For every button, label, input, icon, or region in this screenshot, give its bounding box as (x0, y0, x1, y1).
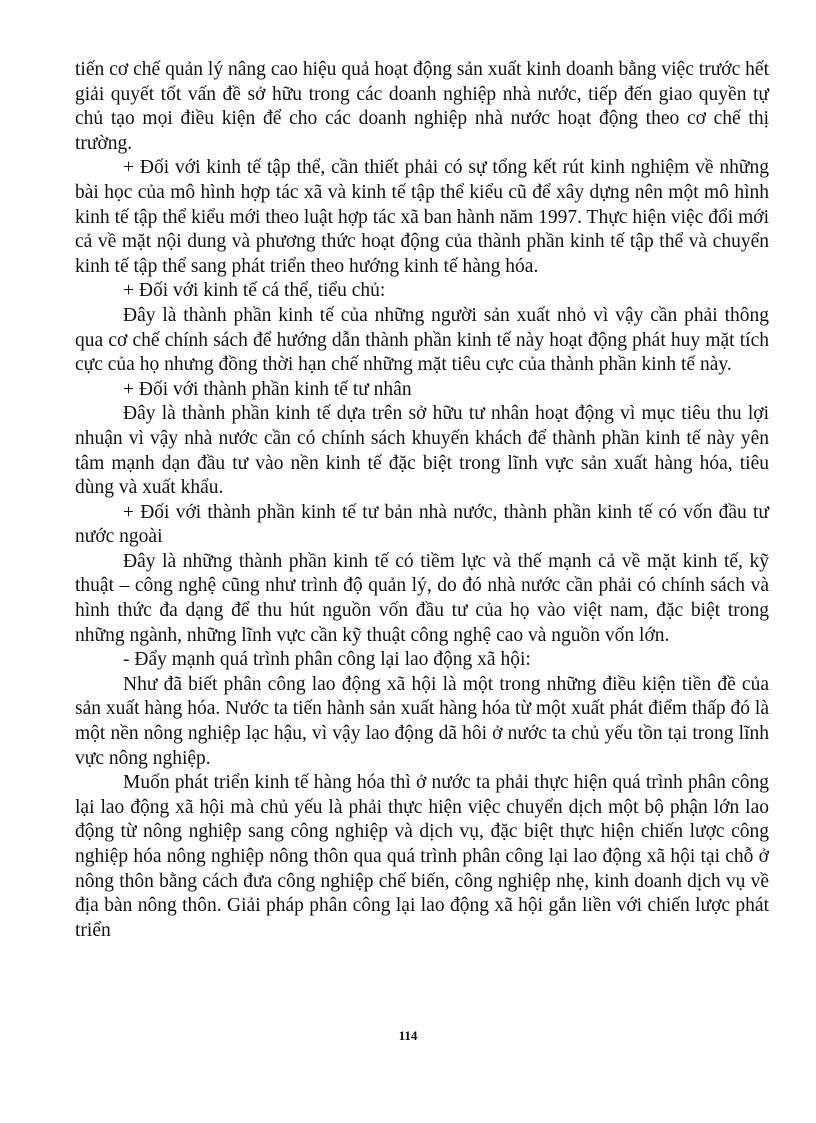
paragraph-9: - Đẩy mạnh quá trình phân công lại lao động xã hội: (123, 649, 531, 671)
paragraph-8: Đây là những thành phần kinh tế có tiềm lực và thế mạnh cả về mặt kinh tế, kỹ thuật – công nghệ cũng như trình độ quản lý, do đó nhà nước cần phải có chính sách và hình thức đa dạng để thu hút nguồn vốn đầu tư của họ vào việt nam, đặc biệt trong những ngành, những lĩnh vực cần kỹ thuật công nghệ cao và nguồn vốn lớn. (75, 550, 769, 646)
paragraph-10: Như đã biết phân công lao động xã hội là một trong những điều kiện tiền đề của sản xuất hàng hóa. Nước ta tiến hành sản xuất hàng hóa từ một xuất phát điểm thấp đó là một nền nông nghiệp lạc hậu, vì vậy lao động dã hôi ở nước ta chủ yếu tồn tại trong lĩnh vực nông nghiệp. (75, 673, 769, 769)
paragraph-1: tiến cơ chế quản lý nâng cao hiệu quả hoạt động sản xuất kinh doanh bằng việc trước hết giải quyết tốt vấn đề sở hữu trong các doanh nghiệp nhà nước, tiếp đến giao quyền tự chủ tạo mọi điều kiện để cho các doanh nghiệp nhà nước hoạt động theo cơ chế thị trường. (75, 59, 769, 154)
paragraph-7: + Đối với thành phần kinh tế tư bản nhà nước, thành phần kinh tế có vốn đầu tư nước ngoài (75, 501, 769, 548)
document-body (75, 58, 769, 943)
page-number: 114 (398, 1028, 418, 1043)
paragraph-6: Đây là thành phần kinh tế dựa trên sở hữu tư nhân hoạt động vì mục tiêu thu lợi nhuận vì vậy nhà nước cần có chính sách khuyến khách để thành phần kinh tế này yên tâm mạnh dạn đầu tư vào nền kinh tế đặc biệt trong lĩnh vực sản xuất hàng hóa, tiêu dùng và xuất khẩu. (75, 403, 769, 499)
paragraph-3: + Đối với kinh tế cá thể, tiểu chủ: (123, 280, 386, 302)
paragraph-11: Muốn phát triển kinh tế hàng hóa thì ở nước ta phải thực hiện quá trình phân công lại lao động xã hội mà chủ yếu là phải thực hiện việc chuyển dịch một bộ phận lớn lao động từ nông nghiệp sang công nghiệp và dịch vụ, đặc biệt thực hiện chiến lược công nghiệp hóa nông nghiệp nông thôn qua quá trình phân công lại lao động xã hội tại chỗ ở nông thôn bằng cách đưa công nghiệp chế biến, công nghiệp nhẹ, kinh doanh dịch vụ về địa bàn nông thôn. Giải pháp phân công lại lao động xã hội gắn liền với chiến lược phát triển (75, 772, 769, 941)
paragraph-5: + Đối với thành phần kinh tế tư nhân (123, 378, 412, 400)
paragraph-4: Đây là thành phần kinh tế của những người sản xuất nhỏ vì vậy cần phải thông qua cơ chế chính sách để hướng dẫn thành phần kinh tế này hoạt động phát huy mặt tích cực của họ nhưng đồng thời hạn chế những mặt tiêu cực của thành phần kinh tế này. (75, 304, 769, 376)
paragraph-2: + Đối với kinh tế tập thể, cần thiết phải có sự tổng kết rút kinh nghiệm về những bài học của mô hình hợp tác xã và kinh tế tập thể kiểu cũ để xây dựng nên một mô hình kinh tế tập thể kiểu mới theo luật hợp tác xã ban hành năm 1997. Thực hiện việc đổi mới cả về mặt nội dung và phương thức hoạt động của thành phần kinh tế tập thể và chuyển kinh tế tập thể sang phát triển theo hướng kinh tế hàng hóa. (75, 157, 769, 277)
